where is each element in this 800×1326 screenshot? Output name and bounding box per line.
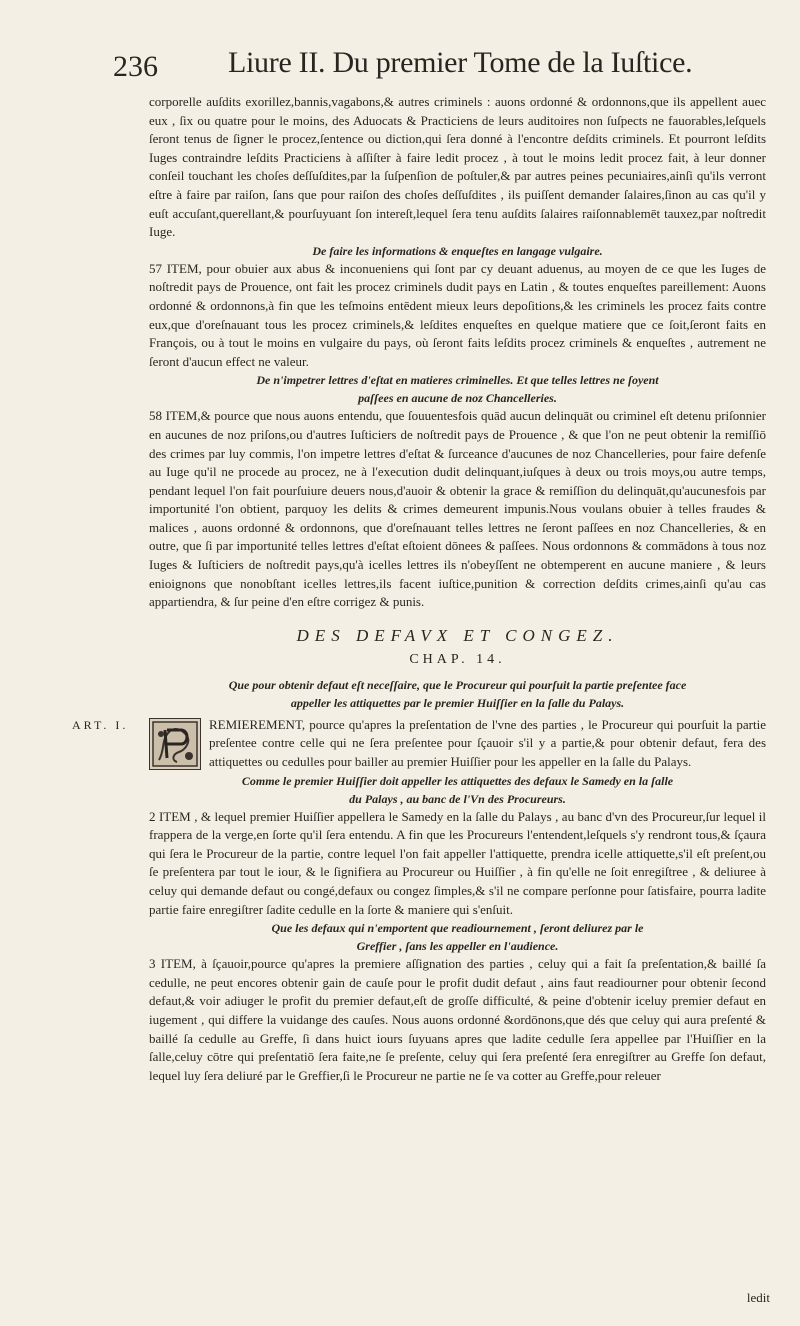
section-heading: De n'impetrer lettres d'eſtat en matieres criminelles. Et que telles lettres ne ſoyent — [256, 373, 659, 388]
page-number: 236 — [113, 50, 158, 83]
section-heading: De faire les informations & enqueſtes en langage vulgaire. — [312, 243, 603, 258]
paragraph-continuation: corporelle auſdits exorillez,bannis,vagabons,& autres criminels : auons ordonné & ordonnons,que ils appellent auec eux , ſix ou quatre pour le moins, des Aduocats & Practiciens de leurs auditoires non ſuſpects ne fauorables,leſquels ſeront tenus de ſigner le procez,ſentence ou diction,qui ſera donné à l'encontre deſdits criminels. Et pourront leſdits Iuges contraindre leſdits Practiciens à aſſiſter à faire ledit procez , à tout le moins ledit procez fait, à leur donner conſeil touchant les choſes deſſuſdites,par la ſuſpenſion de poſtuler,& par autres peines pecuniaires,ainſi qu'ils verront eſtre à faire par raiſon, ſans que pour raiſon des choſes deſſuſdites , ils puiſſent demander ſalaires,ſinon au cas qu'il y euſt accuſant,querellant,& pourſuyuant ſon intereſt,lequel ſera tenu auſdits ſalaires raiſonnablemēt tauxez,par noſtredit Iuge. — [149, 94, 766, 240]
section-heading: Que pour obtenir defaut eſt neceſſaire, que le Procureur qui pourſuit la partie preſentee face — [228, 677, 687, 692]
section-heading: Comme le premier Huiſſier doit appeller les attiquettes des defaux le Samedy en la ſalle — [241, 773, 674, 788]
section-heading-cont: paſſees en aucune de noz Chancelleries. — [358, 391, 557, 406]
section-heading-cont: Greffier , ſans les appeller en l'audience. — [356, 939, 559, 954]
section-heading-cont: du Palays , au banc de l'Vn des Procureurs. — [349, 791, 566, 806]
catchword: ledit — [746, 1290, 770, 1305]
article-3: 3 ITEM, à ſçauoir,pource qu'apres la premiere aſſignation des parties , celuy qui a fait ſa preſentation,& baillé ſa cedulle, ne peut encores obtenir gain de cauſe pour le profit dudit defaut , ains faut readiourner pour obtenir ſecond defaut,& voir adiuger le profit du premier defaut,eſt de groſſe difficulté, & peine d'obtenir iceluy premier defaut en iugement , qui differe la vuidange des cauſes. Nous auons ordonné &ordōnons,que dés que celuy qui aura preſenté & baillé ſa cedulle au Greffe, ſi dans huict iours ſuyuans apres que ladite cedulle ſera appellee par l'Huiſſier en la ſalle,celuy cōtre qui preſentatiō ſera faite,ne ſe preſente, celuy qui ſera preſenté ſera enregiſtrer au Greffe ſon defaut, lequel luy ſera deliuré par le Greffier,ſi le Procureur ne partie ne ſe va cotter au Greffe,pour releuer — [149, 956, 766, 1083]
article-1-block — [72, 716, 766, 772]
text-body — [72, 93, 766, 1085]
running-header — [0, 44, 800, 94]
article-label: ART. I. — [72, 717, 129, 732]
chapter-number: CHAP. 14. — [409, 651, 506, 667]
section-heading-cont: appeller les attiquettes par le premier Huiſſier en la ſalle du Palays. — [290, 695, 625, 710]
running-title: Liure II. Du premier Tome de la Iuſtice. — [228, 46, 693, 79]
article-58: 58 ITEM,& pource que nous auons entendu, que ſouuentesfois quād aucun delinquāt ou criminel eſt detenu priſonnier en aucunes de noz priſons,ou d'autres Iuſticiers de noſtredit pays de Prouence , & que l'on ne peut obtenir la remiſſiō des crimes par luy commis, l'on impetre lettres d'eſtat & ſurceance d'aucunes de noz Chancelleries, pour faire defenſe au Iuge qu'il ne procede au procez, ne à l'execution dudit delinquant,iuſques à deux ou trois moys,ou autre temps, pendant lequel l'on fait pourſuiure deuers nous,d'auoir & obtenir la grace & remiſſion du delinquāt,qu'aucunesfois par importunité l'on obtient, parquoy les delits & crimes demeurent impunis.Nous voulans obuier à telles fraudes & malices , auons ordonné & ordonnons, que d'oreſnauant telles lettres ne ſeront paſſees en noz Chancelleries, & en outre, que ſi par importunité telles lettres d'eſtat eſtoient dōnees & paſſees. Nous ordonnons & commādons à tous noz Iuges & Iuſticiers de noſtredit pays,qu'à icelles lettres ils n'obeyſſent ne obtemperent en aucune maniere , & leurs enioignons que nonobſtant icelles lettres,ils facent iuſtice,punition & correction deſdits crimes,ainſi qu'au cas appartiendra, & ſur peine d'en eſtre corrigez & punis. — [149, 408, 766, 610]
article-2: 2 ITEM , & lequel premier Huiſſier appellera le Samedy en la ſalle du Palays , au banc d'vn des Procureur,ſur lequel il frappera de la verge,en ſorte qu'il ſera entendu. A fin que les Procureurs l'entendent,leſquels s'y rendront tous,& ſçaura qui ſera le Procureur de la partie, contre lequel l'on fait appeller l'attiquette, prendra icelle attiquette,s'il eſt preſent,ou ſe preſentera par tout le iour, & le ſignifiera au Procureur ou Huiſſier , à fin qu'elle ne ſoit enregiſtree , & deliuree à celuy qui demande defaut ou congé,defaux ou congez ſimples,& s'il ne compare perſonne pour ſatisfaire, pourra ladite partie faire enregiſtrer ſadite cedulle en la ſorte & maniere qui s'enſuit. — [149, 808, 766, 917]
article-57: 57 ITEM, pour obuier aux abus & inconueniens qui ſont par cy deuant aduenus, au moyen de ce que les Iuges de noſtredit pays de Prouence, ont fait les procez criminels dudit pays en Latin , & toutes enqueſtes pareillement: Auons ordonné & ordonnons,à fin que les teſmoins entēdent mieux leurs depoſitions,& les criminels les procez faits contre eux,que d'oreſnauant tous les procez criminels,& leſdites enqueſtes en quelque matiere que ce ſoit,ſeront faits en François, ou à tout le moins en vulgaire du pays, où ſeront faits leſdits procez criminels & enqueſtes , autrement ne ſeront d'aucun effect ne valeur. — [149, 260, 766, 369]
article-1: REMIEREMENT, pource qu'apres la preſentation de l'vne des parties , le Procureur qui pourſuit la partie preſentee contre celle qui ne ſera preſentee pour ſçauoir s'il y a partie,& pour obtenir defaut, fera des attiquettes ou cedulles pour bailler au premier Huiſſier pour les appeller en la ſalle du Palays. — [209, 716, 766, 770]
section-heading: Que les defaux qui n'emportent que readiournement , ſeront deliurez par le — [271, 921, 644, 936]
ornamental-initial-icon — [149, 718, 201, 770]
chapter-title: DES DEFAVX ET CONGEZ. — [296, 625, 619, 645]
